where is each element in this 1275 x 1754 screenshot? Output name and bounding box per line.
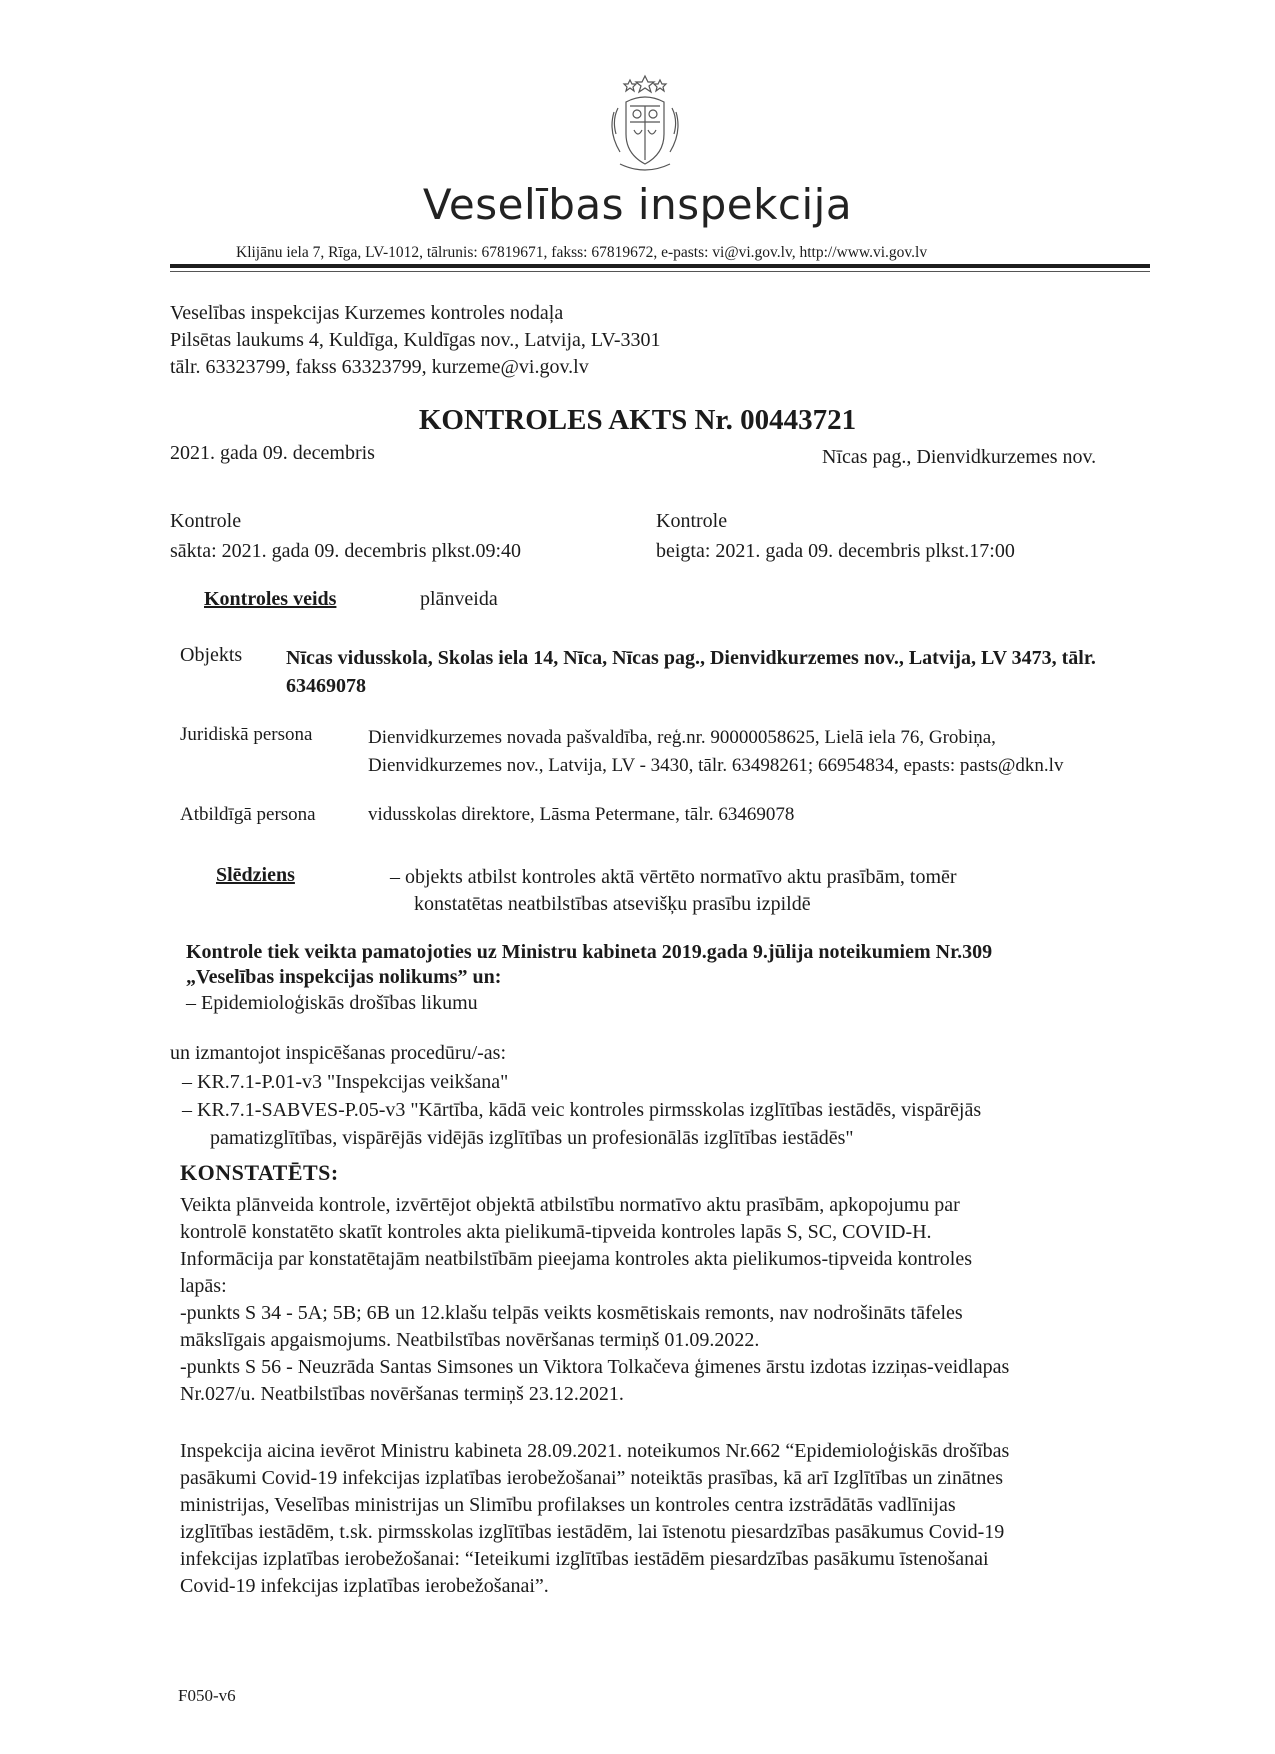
findings-title: KONSTATĒTS: bbox=[180, 1160, 339, 1185]
conclusion-line: konstatētas neatbilstības atsevišķu prasību izpildē bbox=[414, 893, 811, 915]
object-value: Nīcas vidusskola, Skolas iela 14, Nīca, Nīcas pag., Dienvidkurzemes nov., Latvija, LV 3473, tālr. 63469078 bbox=[286, 647, 1096, 697]
control-type-label: Kontroles veids bbox=[204, 588, 337, 610]
control-end bbox=[656, 506, 1015, 566]
organization-contacts: Klijānu iela 7, Rīga, LV-1012, tālrunis: 67819671, fakss: 67819672, e-pasts: vi@vi.gov.lv, http://www.vi.gov.lv bbox=[236, 244, 928, 261]
legal-basis-line: Kontrole tiek veikta pamatojoties uz Ministru kabineta 2019.gada 9.jūlija noteikumiem Nr.309 bbox=[186, 941, 993, 963]
act-date: 2021. gada 09. decembris bbox=[170, 442, 375, 464]
responsible-person-value: vidusskolas direktore, Lāsma Petermane, tālr. 63469078 bbox=[368, 804, 795, 825]
department-block bbox=[170, 300, 661, 381]
coat-of-arms-emblem bbox=[590, 72, 700, 182]
department-phones: tālr. 63323799, fakss 63323799, kurzeme@vi.gov.lv bbox=[170, 356, 589, 378]
findings-line: lapās: bbox=[180, 1275, 227, 1297]
findings-line: Veikta plānveida kontrole, izvērtējot objektā atbilstību normatīvo aktu prasībām, apkopojumu par bbox=[180, 1194, 960, 1216]
recommendation-line: infekcijas izplatības ierobežošanai: “Ieteikumi izglītības iestādēm piesardzības pasākumu īstenošanai bbox=[180, 1548, 989, 1570]
act-title: KONTROLES AKTS Nr. 00443721 bbox=[418, 404, 857, 436]
findings-text bbox=[180, 1192, 1009, 1408]
legal-entity-line: Dienvidkurzemes nov., Latvija, LV - 3430, tālr. 63498261; 66954834, epasts: pasts@dkn.lv bbox=[368, 755, 1064, 776]
control-end-value: beigta: 2021. gada 09. decembris plkst.17:00 bbox=[656, 540, 1015, 562]
findings-line: Nr.027/u. Neatbilstības novēršanas termiņš 23.12.2021. bbox=[180, 1383, 624, 1405]
legal-basis-line: „Veselības inspekcijas nolikums” un: bbox=[186, 966, 502, 988]
form-code: F050-v6 bbox=[178, 1686, 236, 1705]
procedures-list bbox=[182, 1068, 981, 1152]
legal-entity-line: Dienvidkurzemes novada pašvaldība, reģ.nr. 90000058625, Lielā iela 76, Grobiņa, bbox=[368, 727, 996, 748]
legal-basis-item: – Epidemioloģiskās drošības likumu bbox=[186, 992, 478, 1014]
procedure-item: – KR.7.1-P.01-v3 "Inspekcijas veikšana" bbox=[182, 1071, 509, 1093]
recommendation-line: izglītības iestādēm, t.sk. pirmsskolas izglītības iestādēm, lai īstenotu piesardzības pasākumus Covid-19 bbox=[180, 1521, 1005, 1543]
recommendation-line: pasākumi Covid-19 infekcijas izplatības ierobežošanai” noteiktās prasības, kā arī Izglītības un zinātnes bbox=[180, 1467, 1004, 1489]
procedures-intro: un izmantojot inspicēšanas procedūru/-as: bbox=[170, 1042, 507, 1064]
legal-basis bbox=[186, 940, 992, 990]
organization-name: Veselības inspekcija bbox=[422, 180, 853, 229]
conclusion-label: Slēdziens bbox=[216, 864, 295, 886]
legal-entity-value bbox=[368, 724, 1168, 780]
recommendation-line: Covid-19 infekcijas izplatības ierobežošanai”. bbox=[180, 1575, 549, 1597]
findings-line: -punkts S 34 - 5A; 5B; 6B un 12.klašu telpās veikts kosmētiskais remonts, nav nodrošināts tāfeles bbox=[180, 1302, 963, 1324]
coat-of-arms-icon bbox=[590, 72, 700, 182]
header-divider-thick bbox=[170, 264, 1150, 268]
legal-entity-label: Juridiskā persona bbox=[180, 724, 313, 745]
recommendation-line: Inspekcija aicina ievērot Ministru kabineta 28.09.2021. noteikumos Nr.662 “Epidemioloģiskās drošības bbox=[180, 1440, 1010, 1462]
conclusion-line: – objekts atbilst kontroles aktā vērtēto normatīvo aktu prasībām, tomēr bbox=[390, 866, 957, 888]
control-type-value: plānveida bbox=[420, 588, 498, 610]
procedure-item-continued: pamatizglītības, vispārējās vidējās izglītības un profesionālās izglītības iestādēs" bbox=[210, 1127, 854, 1149]
control-end-label: Kontrole bbox=[656, 510, 728, 532]
recommendation-line: ministrijas, Veselības ministrijas un Slimību profilakses un kontroles centra izstrādātās vadlīnijas bbox=[180, 1494, 956, 1516]
department-address: Pilsētas laukums 4, Kuldīga, Kuldīgas nov., Latvija, LV-3301 bbox=[170, 329, 661, 351]
act-place: Nīcas pag., Dienvidkurzemes nov. bbox=[822, 446, 1097, 468]
findings-line: Informācija par konstatētajām neatbilstībām pieejama kontroles akta pielikumos-tipveida kontroles bbox=[180, 1248, 972, 1270]
findings-line: kontrolē konstatēto skatīt kontroles akta pielikumā-tipveida kontroles lapās S, SC, COVID-H. bbox=[180, 1221, 932, 1243]
control-start bbox=[170, 506, 521, 566]
recommendation-text bbox=[180, 1438, 1009, 1600]
responsible-person-label: Atbildīgā persona bbox=[180, 804, 316, 825]
object-label: Objekts bbox=[180, 644, 243, 666]
procedure-item: – KR.7.1-SABVES-P.05-v3 "Kārtība, kādā veic kontroles pirmsskolas izglītības iestādēs, vispārējās bbox=[182, 1099, 982, 1121]
control-start-label: Kontrole bbox=[170, 510, 242, 532]
conclusion-value bbox=[390, 864, 957, 918]
header-divider-thin bbox=[170, 271, 1150, 272]
control-start-value: sākta: 2021. gada 09. decembris plkst.09:40 bbox=[170, 540, 522, 562]
findings-line: mākslīgais apgaismojums. Neatbilstības novēršanas termiņš 01.09.2022. bbox=[180, 1329, 760, 1351]
department-name: Veselības inspekcijas Kurzemes kontroles nodaļa bbox=[170, 302, 564, 324]
findings-line: -punkts S 56 - Neuzrāda Santas Simsones un Viktora Tolkačeva ģimenes ārstu izdotas izziņas-veidlapas bbox=[180, 1356, 1010, 1378]
